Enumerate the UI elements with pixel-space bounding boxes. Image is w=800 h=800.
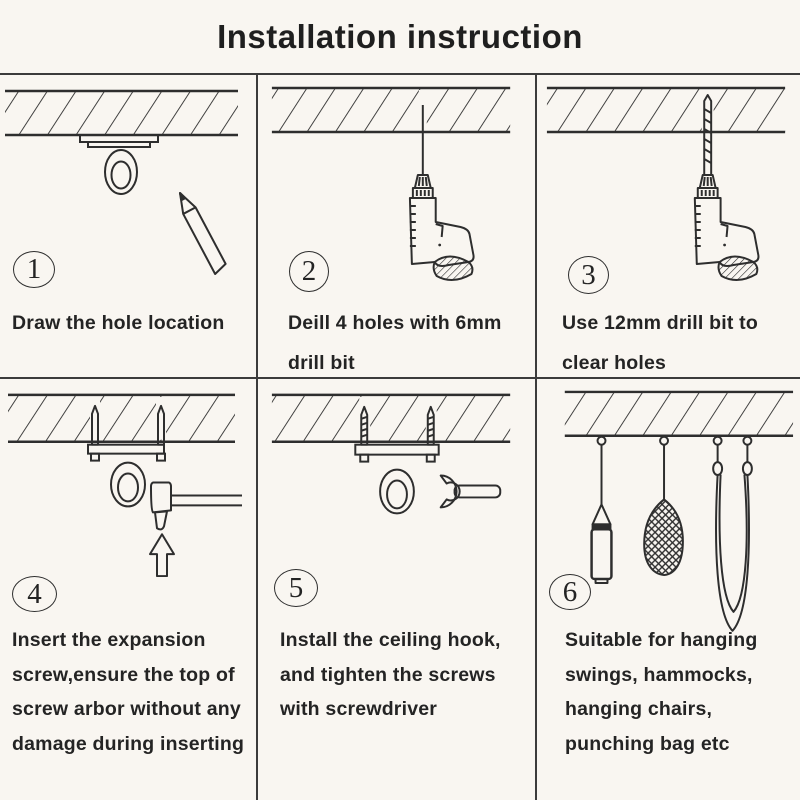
- page-title: Installation instruction: [217, 17, 583, 55]
- title-bar: [0, 0, 800, 73]
- step-number-badge: 1: [13, 251, 55, 288]
- punching-bag-icon: [592, 437, 612, 583]
- step-panel-2: [256, 75, 535, 377]
- step-number-badge: 5: [274, 569, 318, 607]
- step-number-badge: 3: [568, 256, 609, 294]
- step-caption: Use 12mm drill bit to clear holes: [562, 312, 758, 374]
- ceiling-icon: [272, 88, 510, 132]
- ceiling-icon: [565, 392, 793, 436]
- pencil-icon: [174, 190, 228, 274]
- swivel-hook-icon: [355, 445, 438, 514]
- hammer-icon: [151, 483, 242, 530]
- step-caption: Suitable for hanging swings, hammocks, hanging chairs, punching bag etc: [565, 629, 758, 755]
- arrow-up-icon: [150, 534, 174, 576]
- ceiling-icon: [8, 395, 235, 442]
- wrench-icon: [441, 476, 501, 508]
- step-number-badge: 2: [289, 251, 329, 292]
- step-caption: Draw the hole location: [12, 312, 225, 334]
- step-panel-5: [256, 377, 535, 800]
- swivel-hook-icon: [80, 135, 158, 194]
- ceiling-icon: [5, 91, 238, 135]
- step-caption: Insert the expansion screw,ensure the top of screw arbor without any damage during inserting: [12, 629, 245, 755]
- swivel-hook-icon: [88, 445, 165, 507]
- step-caption: Deill 4 holes with 6mm drill bit: [288, 312, 502, 374]
- swing-ropes-icon: [713, 437, 752, 631]
- step-panel-3: [535, 75, 800, 377]
- step-panel-1: [0, 75, 256, 377]
- ceiling-icon: [272, 395, 510, 442]
- steps-grid: [0, 73, 800, 800]
- step-number-badge: 6: [549, 574, 591, 610]
- step-caption: Install the ceiling hook, and tighten the screws with screwdriver: [280, 629, 501, 720]
- step-panel-4: [0, 377, 256, 800]
- hammock-net-icon: [644, 437, 683, 575]
- step-panel-6: [535, 377, 800, 800]
- step-number-badge: 4: [12, 576, 57, 612]
- ceiling-icon: [547, 88, 785, 132]
